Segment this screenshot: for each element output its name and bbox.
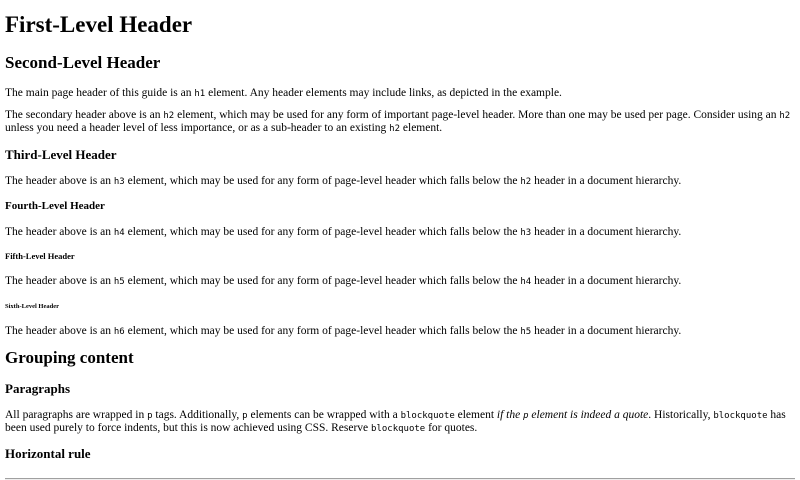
text-run: The header above is an — [5, 325, 114, 338]
text-run: All paragraphs are wrapped in — [5, 408, 148, 421]
text-run: if the — [496, 408, 524, 421]
text-run: element. — [400, 122, 443, 135]
text-run: element, which may be used for any form of page-level header which falls below the — [124, 226, 521, 239]
paragraph-paragraphs-description — [5, 409, 795, 435]
text-run: header in a document hierarchy. — [531, 325, 682, 338]
text-run: element. Any header elements may include links, as depicted in the example. — [205, 86, 562, 99]
inline-code: p — [147, 410, 153, 421]
text-run: header in a document hierarchy. — [531, 174, 682, 187]
inline-code: h2 — [520, 176, 532, 187]
horizontal-rule-header: Horizontal rule — [5, 446, 91, 462]
inline-code: blockquote — [371, 424, 426, 435]
second-level-header: Second-Level Header — [5, 53, 161, 73]
inline-code: h3 — [520, 228, 532, 239]
text-run: The main page header of this guide is an — [5, 86, 195, 99]
text-run: The header above is an — [5, 275, 114, 288]
inline-code: h4 — [113, 228, 125, 239]
document-page — [0, 12, 800, 480]
paragraph-h6-description — [5, 325, 795, 338]
inline-code: h6 — [113, 327, 125, 338]
paragraph-h2-description — [5, 109, 795, 135]
text-run: . Historically, — [648, 408, 714, 421]
text-run: elements can be wrapped with a — [247, 408, 401, 421]
fifth-level-header: Fifth-Level Header — [5, 250, 75, 261]
text-run: The header above is an — [5, 174, 114, 187]
text-run: element, which may be used for any form of page-level header which falls below the — [124, 325, 521, 338]
fourth-level-header: Fourth-Level Header — [5, 199, 105, 212]
inline-code: p — [523, 410, 529, 421]
paragraph-h3-description — [5, 175, 795, 188]
text-run: for quotes. — [425, 422, 478, 435]
text-run: header in a document hierarchy. — [531, 226, 682, 239]
inline-code: blockquote — [713, 410, 768, 421]
third-level-header: Third-Level Header — [5, 146, 117, 162]
paragraphs-header: Paragraphs — [5, 380, 70, 396]
text-run: header in a document hierarchy. — [531, 275, 682, 288]
inline-code: p — [242, 410, 248, 421]
inline-code: h3 — [113, 176, 125, 187]
text-run: has been used purely to force indents, but this is now achieved using CSS. Reserve — [5, 408, 786, 435]
inline-code: blockquote — [400, 410, 455, 421]
grouping-content-header: Grouping content — [5, 348, 134, 368]
sixth-level-header: Sixth-Level Header — [5, 302, 59, 310]
paragraph-h1-description — [5, 87, 795, 100]
inline-code: h5 — [520, 327, 532, 338]
paragraph-h4-description — [5, 226, 795, 239]
inline-code: h5 — [113, 277, 125, 288]
text-run: The header above is an — [5, 226, 114, 239]
emphasis — [497, 409, 648, 421]
text-run: tags. Additionally, — [152, 408, 243, 421]
inline-code: h2 — [779, 111, 791, 122]
inline-code: h4 — [520, 277, 532, 288]
text-run: The secondary header above is an — [5, 109, 164, 122]
text-run: element, which may be used for any form of page-level header which falls below the — [124, 275, 521, 288]
text-run: element, which may be used for any form of page-level header which falls below the — [124, 174, 521, 187]
inline-code: h1 — [194, 88, 206, 99]
text-run: element, which may be used for any form of important page-level header. More than one may be used per page. Consider using an — [174, 109, 780, 122]
first-level-header: First-Level Header — [5, 12, 193, 37]
inline-code: h2 — [389, 124, 401, 135]
text-run: element — [454, 408, 497, 421]
text-run: element is indeed a quote — [528, 408, 649, 421]
text-run: unless you need a header level of less importance, or as a sub-header to an existing — [5, 122, 390, 135]
inline-code: h2 — [163, 111, 175, 122]
paragraph-h5-description — [5, 275, 795, 288]
